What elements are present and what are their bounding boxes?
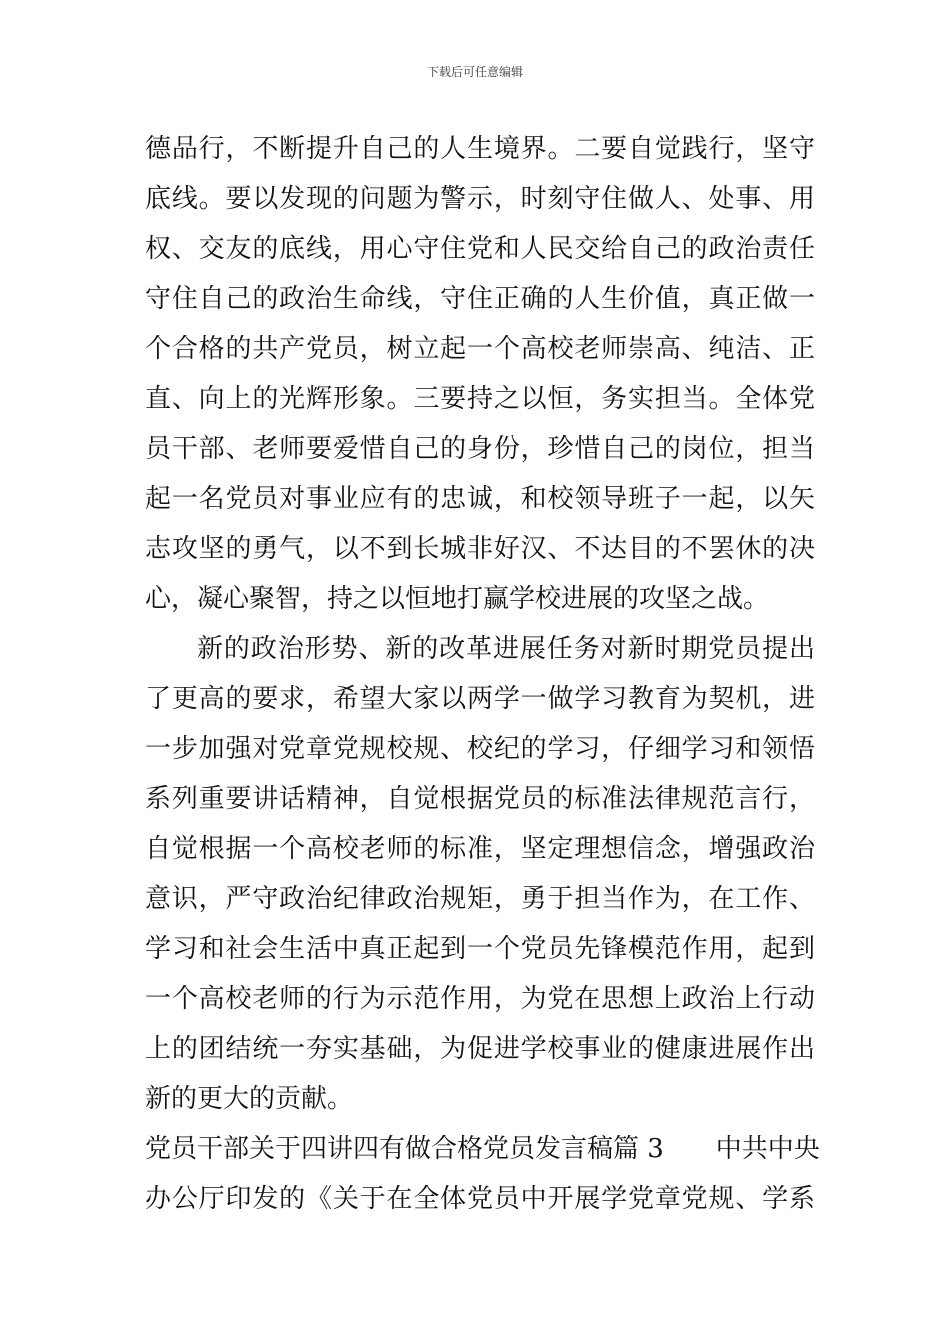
text-line: 了更高的要求，希望大家以两学一做学习教育为契机，进	[145, 684, 815, 714]
text-line: 新的更大的贡献。	[145, 1084, 354, 1114]
text-line: 新的政治形势、新的改革进展任务对新时期党员提出	[197, 634, 815, 664]
text-line: 一步加强对党章党规校规、校纪的学习，仔细学习和领悟	[145, 734, 815, 764]
paragraph-3	[145, 1124, 820, 1224]
text-line: 志攻坚的勇气，以不到长城非好汉、不达目的不罢休的决	[145, 534, 815, 564]
page-header: 下载后可任意编辑	[426, 65, 523, 79]
text-line: 权、交友的底线，用心守住党和人民交给自己的政治责任	[145, 234, 815, 264]
text-line: 个合格的共产党员，树立起一个高校老师崇高、纯洁、正	[145, 334, 815, 364]
text-line: 直、向上的光辉形象。三要持之以恒，务实担当。全体党	[145, 384, 815, 414]
document-body	[145, 124, 820, 1224]
section-heading-line: 党员干部关于四讲四有做合格党员发言稿篇 3 中共中央	[145, 1134, 820, 1164]
text-line: 德品行，不断提升自己的人生境界。二要自觉践行，坚守	[145, 134, 815, 164]
text-line: 一个高校老师的行为示范作用，为党在思想上政治上行动	[145, 984, 815, 1014]
text-line: 守住自己的政治生命线，守住正确的人生价值，真正做一	[145, 284, 815, 314]
text-line: 心，凝心聚智，持之以恒地打赢学校进展的攻坚之战。	[145, 584, 770, 614]
text-line: 起一名党员对事业应有的忠诚，和校领导班子一起，以矢	[145, 484, 815, 514]
text-line: 上的团结统一夯实基础，为促进学校事业的健康进展作出	[145, 1034, 815, 1064]
text-line: 员干部、老师要爱惜自己的身份，珍惜自己的岗位，担当	[145, 434, 815, 464]
text-line: 底线。要以发现的问题为警示，时刻守住做人、处事、用	[145, 184, 815, 214]
paragraph-2	[145, 624, 815, 1124]
text-line: 学习和社会生活中真正起到一个党员先锋模范作用，起到	[145, 934, 815, 964]
paragraph-1	[145, 124, 815, 624]
text-line: 意识，严守政治纪律政治规矩，勇于担当作为，在工作、	[145, 884, 815, 914]
text-line: 系列重要讲话精神，自觉根据党员的标准法律规范言行，	[145, 784, 815, 814]
text-line: 办公厅印发的《关于在全体党员中开展学党章党规、学系	[145, 1184, 815, 1214]
text-line: 自觉根据一个高校老师的标准，坚定理想信念，增强政治	[145, 834, 815, 864]
